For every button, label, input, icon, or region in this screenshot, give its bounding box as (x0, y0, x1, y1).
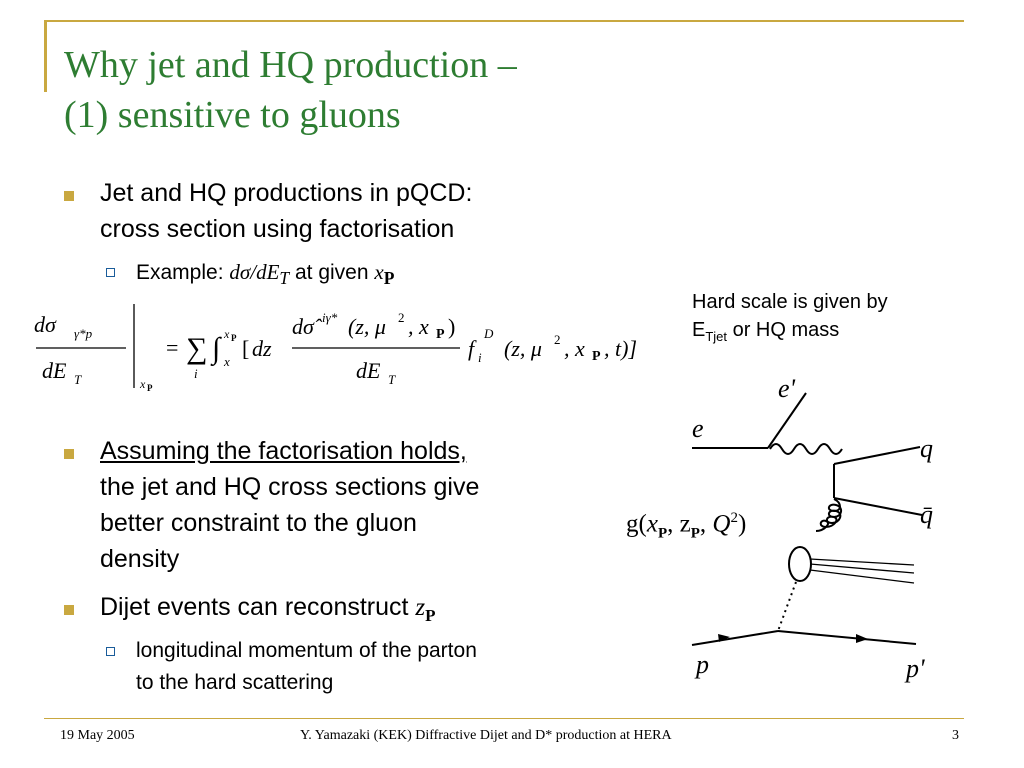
sub-bullet-marker (106, 647, 115, 656)
bullet-marker (64, 605, 74, 615)
label-e: e (692, 414, 704, 443)
top-rule (44, 20, 964, 22)
label-p-prime: p' (906, 654, 925, 683)
svg-text:x: x (140, 377, 146, 391)
svg-text:2: 2 (554, 332, 561, 347)
svg-text:(z, μ: (z, μ (348, 314, 386, 339)
footer-date: 19 May 2005 (60, 728, 135, 743)
bullet-2-line-4: density (100, 545, 180, 573)
bullet-1-line-2: cross section using factorisation (100, 215, 455, 243)
proton-line (692, 631, 778, 645)
quark-line-out (834, 447, 920, 464)
antiquark-line-out (834, 498, 922, 515)
gluon-line (816, 499, 841, 531)
bullet-marker (64, 191, 74, 201)
footer-center: Y. Yamazaki (KEK) Diffractive Dijet and D* production at HERA (300, 728, 672, 743)
svg-text:i: i (194, 366, 198, 381)
svg-text:2: 2 (398, 310, 405, 325)
pomeron-blob (789, 547, 811, 581)
note-e-sub: Tjet (705, 329, 728, 344)
svg-text:[: [ (242, 336, 250, 361)
svg-text:x: x (224, 327, 230, 341)
example-prefix: Example: (136, 261, 230, 284)
svg-text:T: T (388, 372, 396, 387)
svg-text:f: f (468, 336, 475, 361)
svg-text:i: i (478, 350, 482, 365)
footer-rule (44, 718, 964, 719)
example-x: x (374, 260, 384, 284)
arrow-icon (856, 634, 868, 643)
sub-bullet-marker (106, 268, 115, 277)
bullet-2-line-1: Assuming the factorisation holds, (100, 437, 467, 465)
svg-text:iγ*: iγ* (322, 310, 338, 325)
example-formula-sub: T (279, 268, 290, 289)
label-p: p (696, 650, 709, 679)
slide-title (64, 40, 517, 140)
svg-text:, x: , x (408, 314, 429, 339)
example-formula: dσ/dE (229, 260, 280, 284)
footer-page: 3 (952, 728, 959, 743)
svg-text:dz: dz (252, 336, 272, 361)
left-rule (44, 20, 47, 92)
bullet-2-line-3: better constraint to the gluon (100, 509, 417, 537)
svg-text:, x: , x (564, 336, 585, 361)
example-x-sub: P (383, 268, 395, 289)
svg-text:T: T (74, 372, 82, 387)
svg-text:(z, μ: (z, μ (504, 336, 542, 361)
photon-line (770, 444, 842, 454)
bullet-marker (64, 449, 74, 459)
bullet-1-line-1: Jet and HQ productions in pQCD: (100, 179, 473, 207)
note-e: E (692, 319, 706, 341)
example-mid: at given (289, 261, 375, 284)
note-line-1: Hard scale is given by (692, 291, 888, 313)
svg-text:dσ: dσ (34, 312, 56, 337)
bullet-2-line-2: the jet and HQ cross sections give (100, 473, 480, 501)
factorisation-formula (30, 298, 650, 408)
svg-text:x: x (224, 354, 230, 369)
bullet-2 (100, 433, 479, 577)
title-line-2: (1) sensitive to gluons (64, 94, 401, 136)
svg-text:dE: dE (356, 358, 381, 383)
note-line-2 (692, 316, 888, 351)
bullet-3-z-sub: P (425, 606, 436, 625)
bullet-3-z: z (415, 594, 426, 621)
bullet-3 (100, 589, 436, 634)
svg-text:P: P (436, 327, 445, 342)
svg-text:P: P (231, 333, 237, 343)
svg-text:D: D (484, 326, 494, 341)
svg-text:dσ̂: dσ̂ (292, 314, 314, 339)
svg-text:): ) (448, 314, 456, 339)
bullet-1-sub (136, 256, 394, 294)
remnant-line (810, 559, 914, 565)
gluon-label: $g(x_P$, $z_P$, $Q^2$) (626, 510, 747, 542)
note-suffix: or HQ mass (727, 319, 840, 341)
bullet-3-text: Dijet events can reconstruct (100, 593, 416, 621)
hard-scale-note (692, 288, 888, 351)
svg-text:∑: ∑ (186, 332, 208, 365)
svg-text:P: P (147, 383, 153, 393)
bullet-3-sub (136, 635, 477, 699)
svg-text:, t)]: , t)] (604, 336, 637, 361)
label-qbar: q̄ (920, 500, 933, 529)
bullet-1 (100, 175, 472, 247)
label-e-prime: e' (778, 375, 796, 403)
svg-text:=: = (166, 335, 179, 360)
svg-text:γ*p: γ*p (74, 326, 93, 341)
proton-line-out (778, 631, 916, 644)
label-q: q (920, 434, 933, 463)
title-line-1: Why jet and HQ production – (64, 44, 517, 86)
bullet-3-sub-line-1: longitudinal momentum of the parton (136, 639, 477, 662)
svg-text:P: P (592, 349, 601, 364)
svg-text:∫: ∫ (212, 332, 221, 365)
pomeron-exchange (778, 582, 796, 631)
svg-text:dE: dE (42, 358, 67, 383)
bullet-3-sub-line-2: to the hard scattering (136, 671, 334, 694)
